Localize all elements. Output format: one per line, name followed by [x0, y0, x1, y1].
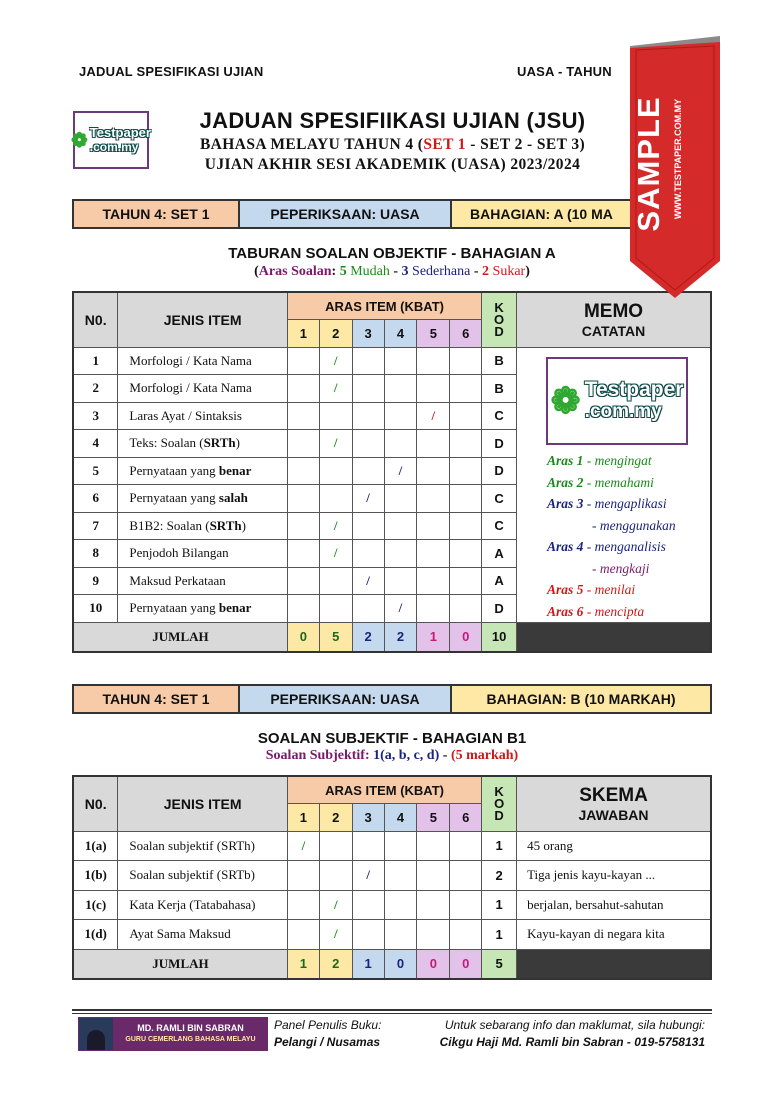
col-aras: ARAS ITEM (KBAT): [287, 292, 481, 320]
colb-kod: [482, 776, 517, 831]
memo-item: [547, 515, 707, 537]
level-header-2: 2: [319, 320, 352, 348]
empty-cell: [287, 430, 319, 458]
row-kod: B: [482, 347, 517, 375]
memo-logo-line1: Testpaper: [584, 378, 684, 401]
item-text: Pernyataan yang: [129, 462, 219, 478]
subb-q: 1(a, b, c, d): [373, 748, 440, 763]
memo-desc: - mengingat: [583, 453, 652, 468]
tick-mark-icon: /: [319, 347, 352, 375]
level-header-3: 3: [352, 804, 384, 832]
header-right: UASA - TAHUN: [517, 64, 612, 79]
empty-cell: [384, 347, 417, 375]
total-level-4: 2: [384, 622, 417, 652]
header-left: JADUAL SPESIFIKASI UJIAN: [79, 64, 264, 79]
empty-cell: [384, 402, 417, 430]
empty-cell: [417, 347, 450, 375]
row-kod: 1: [482, 890, 517, 920]
total-kod: 10: [482, 622, 517, 652]
catatan-heading: CATATAN: [581, 322, 646, 339]
empty-cell: [384, 861, 417, 891]
table-row: [73, 831, 711, 861]
memo-item: [547, 601, 707, 623]
row-kod: 1: [482, 920, 517, 950]
memo-logo-line2: .com.my: [584, 401, 662, 422]
row-item: [118, 402, 288, 430]
subtitle-prefix: BAHASA MELAYU TAHUN 4 (: [199, 136, 424, 153]
row-kod: D: [482, 430, 517, 458]
contact-value: Cikgu Haji Md. Ramli bin Sabran - 019-5758131: [439, 1035, 705, 1049]
empty-cell: [450, 595, 482, 623]
empty-cell: [352, 512, 384, 540]
empty-cell: [450, 920, 482, 950]
item-text: B1B2: Soalan (: [129, 517, 210, 533]
memo-item: [547, 558, 707, 580]
memo-item: [547, 450, 707, 472]
sub-n1: 5: [339, 264, 347, 279]
item-text: Maksud Perkataan: [129, 572, 226, 588]
item-text: Laras Ayat / Sintaksis: [129, 407, 242, 423]
row-item: [118, 375, 288, 403]
section-b-title: SOALAN SUBJEKTIF - BAHAGIAN B1: [257, 730, 527, 747]
level-header-4: 4: [384, 320, 417, 348]
sub-close: ): [525, 264, 530, 279]
empty-cell: [384, 375, 417, 403]
empty-cell: [450, 457, 482, 485]
empty-cell: [287, 540, 319, 568]
total-level-5: 1: [417, 622, 450, 652]
memo-aras: Aras 3: [547, 496, 584, 511]
ribbon-text: SAMPLE: [631, 96, 666, 232]
row-item: [118, 457, 288, 485]
tick-mark-icon: /: [352, 485, 384, 513]
tick-mark-icon: /: [319, 540, 352, 568]
total-level-5: 0: [417, 949, 450, 979]
memo-desc: - mengkaji: [592, 560, 650, 576]
empty-cell: [352, 540, 384, 568]
empty-cell: [319, 567, 352, 595]
empty-cell: [352, 347, 384, 375]
empty-cell: [384, 890, 417, 920]
memo-logo: [546, 357, 688, 445]
skema-heading: SKEMA: [579, 784, 648, 806]
info-b-bahagian: BAHAGIAN: B (10 MARKAH): [452, 686, 710, 712]
row-no: 10: [73, 595, 118, 623]
empty-cell: [287, 347, 319, 375]
empty-cell: [417, 512, 450, 540]
memo-desc: - memahami: [583, 474, 654, 490]
memo-item: [547, 536, 707, 558]
empty-cell: [287, 457, 319, 485]
empty-cell: [352, 402, 384, 430]
row-item: [118, 485, 288, 513]
tick-mark-icon: /: [319, 375, 352, 403]
table-row: [73, 920, 711, 950]
kod-k: K: [494, 299, 504, 315]
total-kod: 5: [482, 949, 517, 979]
info-bahagian: BAHAGIAN: A (10 MA: [452, 201, 710, 227]
row-no: 7: [73, 512, 118, 540]
page-subtitle: [160, 136, 625, 154]
item-text: Penjodoh Bilangan: [129, 545, 229, 561]
row-kod: 2: [482, 861, 517, 891]
empty-cell: [417, 457, 450, 485]
memo-desc: - menilai: [583, 582, 636, 597]
author-badge: [78, 1017, 268, 1051]
logo-line1: Testpaper: [89, 125, 151, 140]
empty-cell: [417, 430, 450, 458]
empty-cell: [287, 512, 319, 540]
sub-w1: Mudah: [346, 264, 390, 279]
empty-cell: [417, 540, 450, 568]
jumlah-row: [73, 622, 711, 652]
row-kod: D: [482, 457, 517, 485]
level-header-6: 6: [450, 804, 482, 832]
section-b-table: [72, 775, 712, 980]
empty-cell: [450, 485, 482, 513]
tick-mark-icon: /: [319, 430, 352, 458]
memo-item: [547, 472, 707, 494]
row-item: [118, 540, 288, 568]
empty-cell: [352, 890, 384, 920]
info-tahun: TAHUN 4: SET 1: [74, 201, 240, 227]
testpaper-logo: [73, 111, 149, 169]
jumlah-dark-cell: [517, 622, 711, 652]
empty-cell: [450, 831, 482, 861]
empty-cell: [450, 375, 482, 403]
contact-label: Untuk sebarang info dan maklumat, sila hubungi:: [444, 1018, 705, 1032]
subb-colon: :: [364, 748, 374, 763]
level-header-5: 5: [417, 804, 450, 832]
row-answer: Tiga jenis kayu-kayan ...: [517, 861, 711, 891]
author-name: MD. RAMLI BIN SABRAN: [137, 1023, 244, 1033]
tick-mark-icon: /: [417, 402, 450, 430]
empty-cell: [319, 402, 352, 430]
empty-cell: [417, 567, 450, 595]
subb-label: Soalan Subjektif: [265, 748, 365, 763]
total-level-4: 0: [384, 949, 417, 979]
item-bold: SRTh: [209, 517, 242, 533]
empty-cell: [384, 540, 417, 568]
footer-divider: [72, 1009, 712, 1011]
row-item: Kata Kerja (Tatabahasa): [118, 890, 288, 920]
row-kod: D: [482, 595, 517, 623]
row-no: 1(d): [73, 920, 118, 950]
total-level-2: 2: [319, 949, 352, 979]
memo-desc: - mencipta: [583, 603, 645, 619]
memo-desc: - menganalisis: [583, 539, 666, 554]
tick-mark-icon: /: [319, 890, 352, 920]
row-no: 3: [73, 402, 118, 430]
section-b-subtitle: [72, 748, 712, 764]
empty-cell: [450, 861, 482, 891]
subb-marks: (5 markah): [450, 748, 519, 763]
total-level-2: 5: [319, 622, 352, 652]
worm-mascot-icon: ❁: [71, 129, 88, 152]
total-level-6: 0: [450, 949, 482, 979]
section-a-subtitle: [72, 264, 712, 280]
footer-divider-thin: [72, 1013, 712, 1014]
empty-cell: [384, 485, 417, 513]
tick-mark-icon: /: [319, 512, 352, 540]
row-answer: berjalan, bersahut-sahutan: [517, 890, 711, 920]
row-no: 1(c): [73, 890, 118, 920]
memo-aras: Aras 2: [547, 474, 584, 490]
empty-cell: [417, 831, 450, 861]
panel-label: Panel Penulis Buku:: [274, 1018, 382, 1032]
row-answer: 45 orang: [517, 831, 711, 861]
row-kod: C: [482, 485, 517, 513]
item-text: Pernyataan yang: [129, 600, 219, 616]
level-header-3: 3: [352, 320, 384, 348]
col-kod: [482, 292, 517, 347]
colb-jenis: JENIS ITEM: [118, 776, 288, 831]
sub-d1: -: [389, 264, 402, 279]
section-b-infobar: [72, 684, 712, 714]
author-role: GURU CEMERLANG BAHASA MELAYU: [125, 1036, 256, 1043]
empty-cell: [287, 920, 319, 950]
info-peperiksaan: PEPERIKSAAN: UASA: [240, 201, 452, 227]
empty-cell: [450, 512, 482, 540]
kod-o: O: [494, 311, 505, 327]
sub-colon: :: [331, 264, 340, 279]
empty-cell: [287, 890, 319, 920]
memo-aras-list: [547, 450, 707, 622]
section-a-title: TABURAN SOALAN OBJEKTIF - BAHAGIAN A: [228, 245, 556, 262]
empty-cell: [352, 920, 384, 950]
empty-cell: [417, 920, 450, 950]
tick-mark-icon: /: [352, 567, 384, 595]
memo-heading: MEMO: [583, 300, 644, 322]
jawaban-heading: JAWABAN: [578, 806, 649, 823]
sub-w2: Sederhana: [408, 264, 471, 279]
empty-cell: [319, 831, 352, 861]
empty-cell: [450, 540, 482, 568]
empty-cell: [319, 595, 352, 623]
row-no: 5: [73, 457, 118, 485]
empty-cell: [352, 595, 384, 623]
row-item: [118, 595, 288, 623]
sub-d2: -: [470, 264, 483, 279]
tick-mark-icon: /: [319, 920, 352, 950]
row-kod: A: [482, 540, 517, 568]
total-level-6: 0: [450, 622, 482, 652]
empty-cell: [384, 920, 417, 950]
sub-w3: Sukar: [489, 264, 526, 279]
empty-cell: [450, 890, 482, 920]
item-bold: benar: [218, 462, 252, 478]
memo-item: [547, 579, 707, 601]
author-avatar: [79, 1018, 113, 1050]
col-memo: [517, 292, 711, 347]
memo-desc: - menggunakan: [592, 517, 676, 533]
row-answer: Kayu-kayan di negara kita: [517, 920, 711, 950]
colb-skema: [517, 776, 711, 831]
item-bold: salah: [218, 490, 248, 506]
jumlah-row: [73, 949, 711, 979]
empty-cell: [319, 861, 352, 891]
jumlah-label: JUMLAH: [73, 622, 287, 652]
total-level-1: 1: [287, 949, 319, 979]
item-tail: ): [241, 517, 246, 533]
subtitle-rest: - SET 2 - SET 3): [465, 136, 586, 153]
item-text: Morfologi / Kata Nama: [129, 352, 252, 368]
logo-line2: .com.my: [89, 140, 139, 154]
empty-cell: [352, 375, 384, 403]
colb-no: N0.: [73, 776, 118, 831]
empty-cell: [450, 347, 482, 375]
empty-cell: [450, 567, 482, 595]
row-item: Ayat Sama Maksud: [118, 920, 288, 950]
tick-mark-icon: /: [384, 457, 417, 485]
empty-cell: [287, 567, 319, 595]
item-text: Morfologi / Kata Nama: [129, 380, 252, 396]
empty-cell: [384, 430, 417, 458]
empty-cell: [287, 861, 319, 891]
sub-label: Aras Soalan: [258, 264, 332, 279]
colb-aras: ARAS ITEM (KBAT): [287, 776, 481, 804]
row-item: [118, 567, 288, 595]
row-item: [118, 347, 288, 375]
page-subtitle2: UJIAN AKHIR SESI AKADEMIK (UASA) 2023/2024: [204, 156, 581, 173]
empty-cell: [287, 595, 319, 623]
row-item: Soalan subjektif (SRTb): [118, 861, 288, 891]
row-kod: A: [482, 567, 517, 595]
empty-cell: [319, 457, 352, 485]
sub-n3: 2: [482, 264, 490, 279]
level-header-1: 1: [287, 320, 319, 348]
subb-dash: -: [439, 748, 451, 763]
row-no: 1(b): [73, 861, 118, 891]
row-no: 9: [73, 567, 118, 595]
info-b-peperiksaan: PEPERIKSAAN: UASA: [240, 686, 452, 712]
empty-cell: [352, 457, 384, 485]
memo-aras: Aras 4: [547, 539, 584, 554]
tick-mark-icon: /: [352, 861, 384, 891]
table-row: [73, 861, 711, 891]
total-level-1: 0: [287, 622, 319, 652]
kodb-k: K: [494, 783, 504, 799]
jumlah-dark-cell: [517, 949, 711, 979]
memo-item: [547, 493, 707, 515]
tick-mark-icon: /: [384, 595, 417, 623]
level-header-6: 6: [450, 320, 482, 348]
section-a-infobar: [72, 199, 712, 229]
empty-cell: [417, 375, 450, 403]
subtitle-set1: SET 1: [423, 136, 466, 153]
page-title: JADUAN SPESIFIIKASI UJIAN (JSU): [199, 108, 586, 133]
table-row: [73, 890, 711, 920]
row-no: 8: [73, 540, 118, 568]
row-kod: B: [482, 375, 517, 403]
memo-aras: Aras 6: [547, 603, 584, 619]
col-jenis: JENIS ITEM: [118, 292, 288, 347]
info-b-tahun: TAHUN 4: SET 1: [74, 686, 240, 712]
row-kod: C: [482, 512, 517, 540]
item-tail: ): [235, 435, 240, 451]
kodb-o: O: [494, 795, 505, 811]
row-item: Soalan subjektif (SRTh): [118, 831, 288, 861]
empty-cell: [417, 861, 450, 891]
row-no: 6: [73, 485, 118, 513]
panel-value: Pelangi / Nusamas: [274, 1035, 381, 1049]
total-level-3: 1: [352, 949, 384, 979]
row-no: 4: [73, 430, 118, 458]
empty-cell: [384, 567, 417, 595]
empty-cell: [287, 375, 319, 403]
item-text: Teks: Soalan (: [129, 435, 204, 451]
empty-cell: [352, 430, 384, 458]
empty-cell: [352, 831, 384, 861]
empty-cell: [417, 890, 450, 920]
row-item: [118, 430, 288, 458]
ribbon-url: WWW.TESTPAPER.COM.MY: [673, 98, 683, 220]
item-bold: benar: [218, 600, 252, 616]
empty-cell: [319, 485, 352, 513]
row-no: 1(a): [73, 831, 118, 861]
level-header-4: 4: [384, 804, 417, 832]
memo-aras: Aras 1: [547, 453, 584, 468]
empty-cell: [384, 512, 417, 540]
empty-cell: [417, 595, 450, 623]
level-header-5: 5: [417, 320, 450, 348]
jumlah-label: JUMLAH: [73, 949, 287, 979]
kodb-d: D: [494, 807, 504, 823]
empty-cell: [450, 402, 482, 430]
row-kod: C: [482, 402, 517, 430]
empty-cell: [384, 831, 417, 861]
level-header-1: 1: [287, 804, 319, 832]
empty-cell: [417, 485, 450, 513]
row-kod: 1: [482, 831, 517, 861]
col-no: N0.: [73, 292, 118, 347]
empty-cell: [287, 485, 319, 513]
row-item: [118, 512, 288, 540]
item-bold: SRTh: [203, 435, 236, 451]
row-no: 2: [73, 375, 118, 403]
memo-aras: Aras 5: [547, 582, 584, 597]
sample-ribbon: [630, 36, 720, 298]
sub-open: (: [254, 264, 259, 279]
sub-n2: 3: [401, 264, 409, 279]
memo-worm-icon: ❁: [550, 380, 581, 421]
memo-desc: - mengaplikasi: [583, 496, 667, 511]
level-header-2: 2: [319, 804, 352, 832]
total-level-3: 2: [352, 622, 384, 652]
row-no: 1: [73, 347, 118, 375]
kod-d: D: [494, 323, 504, 339]
empty-cell: [287, 402, 319, 430]
item-text: Pernyataan yang: [129, 490, 219, 506]
empty-cell: [450, 430, 482, 458]
tick-mark-icon: /: [287, 831, 319, 861]
